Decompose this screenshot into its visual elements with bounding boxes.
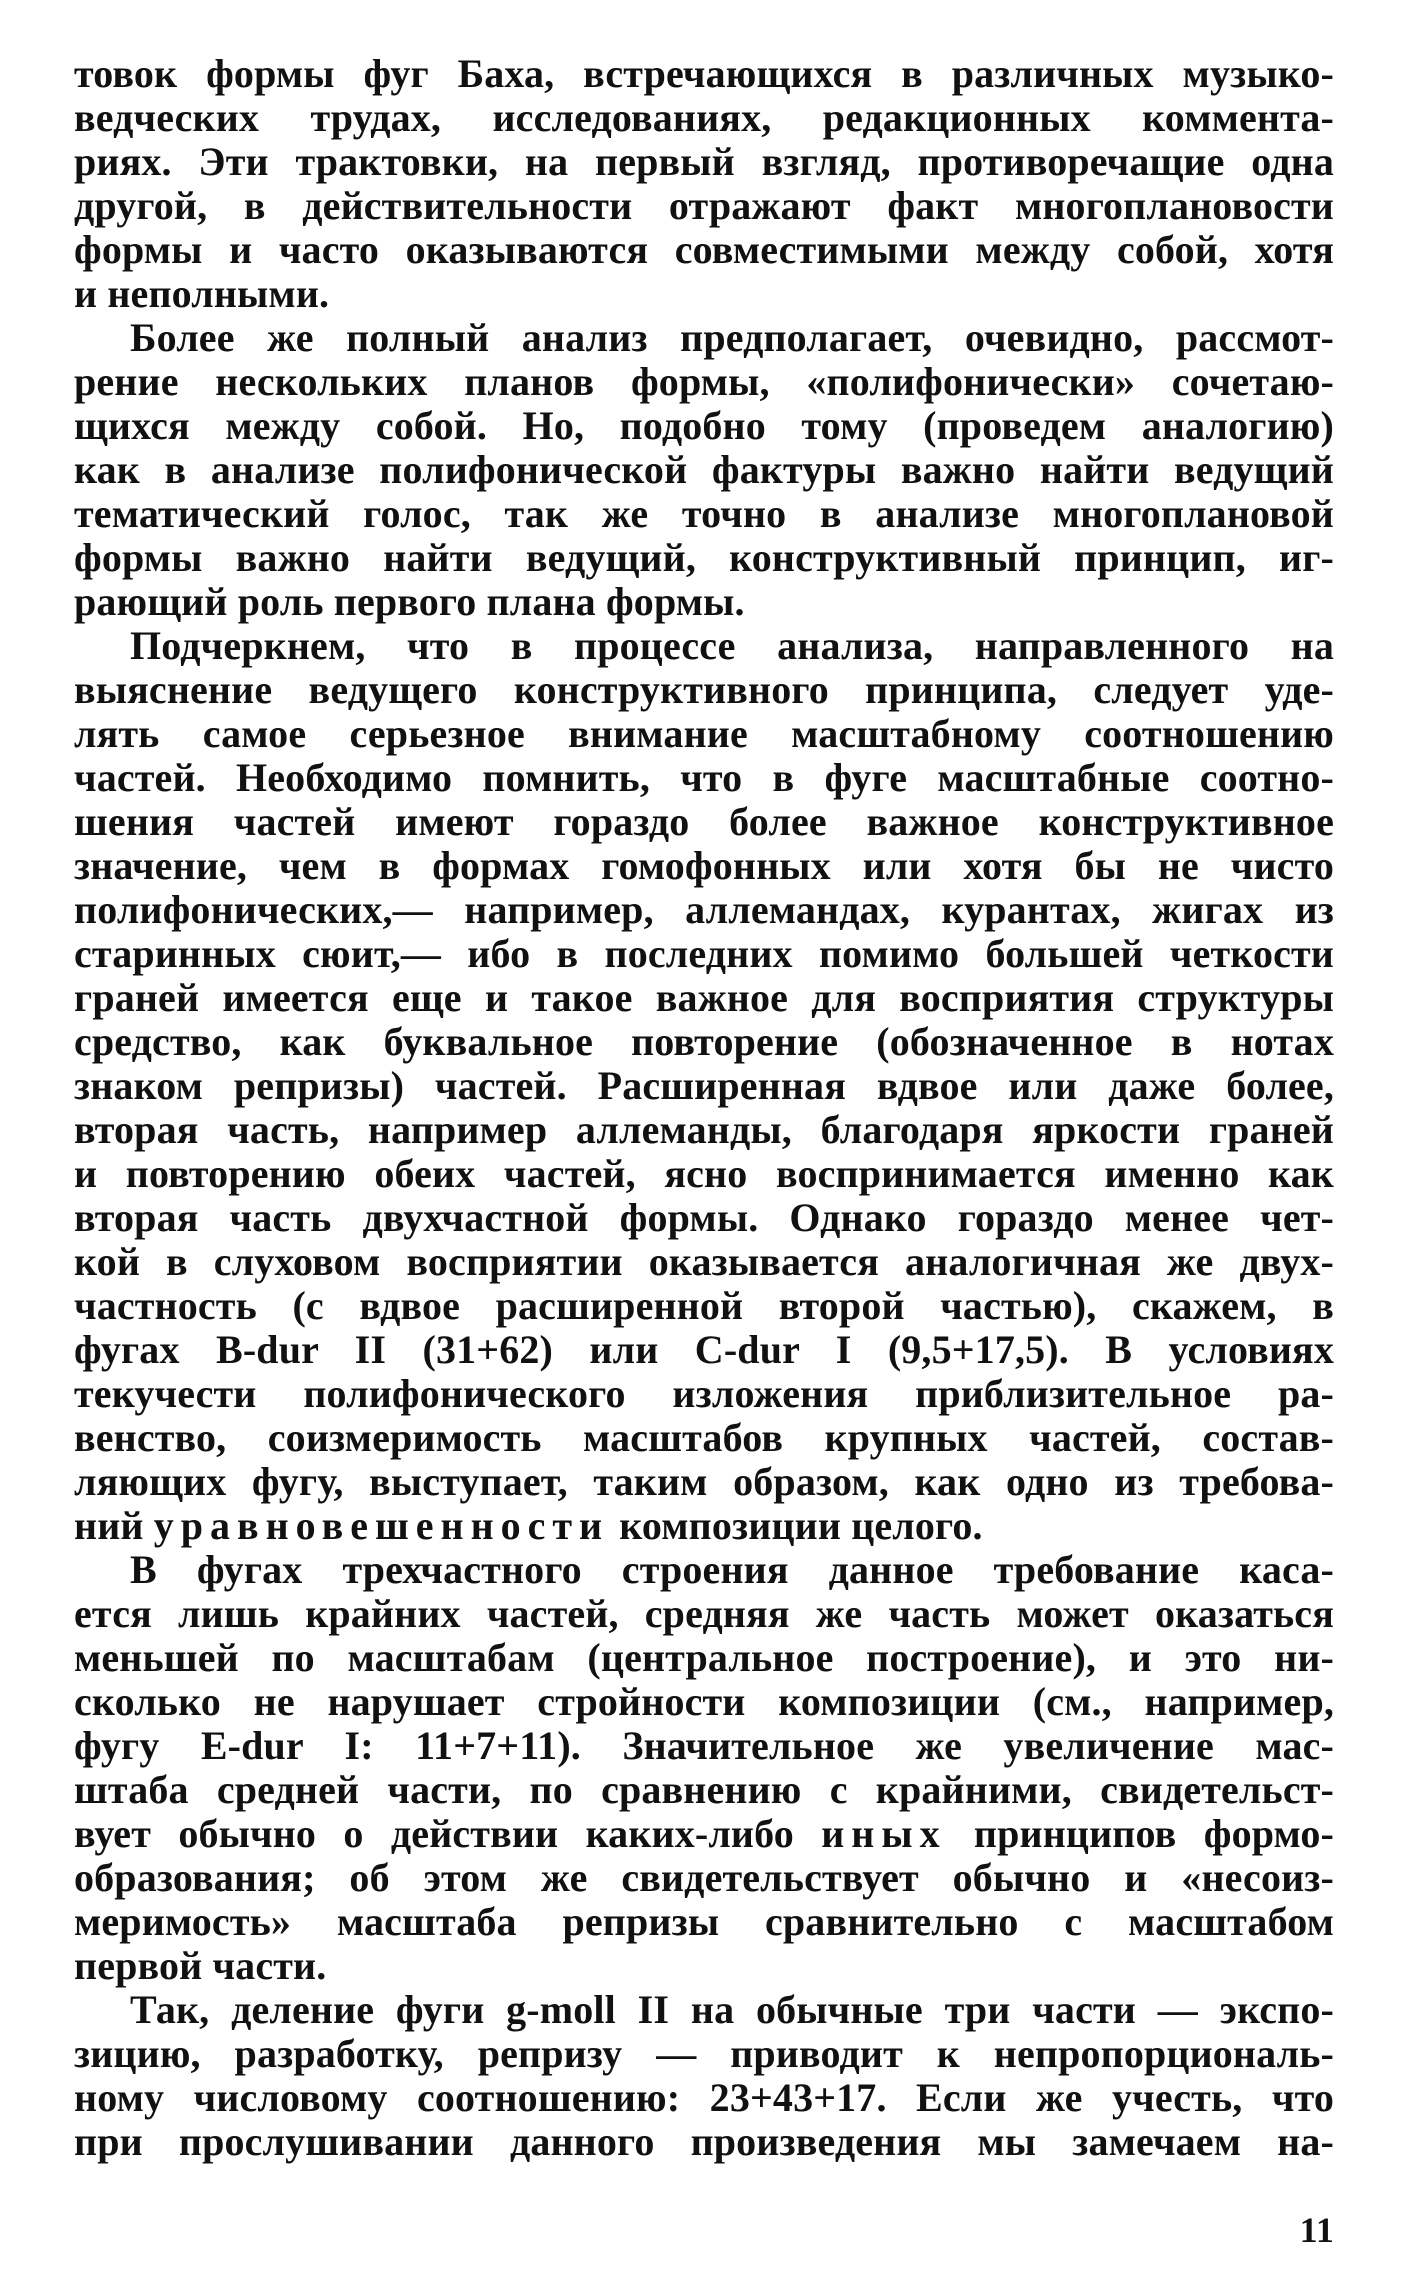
text-line: как в анализе полифонической фактуры важно найти ведущий (74, 448, 1334, 492)
text-line: и повторению обеих частей, ясно воспринимается именно как (74, 1152, 1334, 1196)
text-line: шения частей имеют гораздо более важное конструктивное (74, 800, 1334, 844)
text-line: граней имеется еще и такое важное для восприятия структуры (74, 976, 1334, 1020)
text-line: формы и часто оказываются совместимыми между собой, хотя (74, 228, 1334, 272)
text-line: Более же полный анализ предполагает, очевидно, рассмот- (130, 316, 1334, 360)
text-line: меримость» масштаба репризы сравнительно с масштабом (74, 1900, 1334, 1944)
text-line: текучести полифонического изложения приблизительное ра- (74, 1372, 1334, 1416)
text-line: формы важно найти ведущий, конструктивный принцип, иг- (74, 536, 1334, 580)
text-line: первой части. (74, 1944, 327, 1988)
text-line: старинных сюит,— ибо в последних помимо большей четкости (74, 932, 1334, 976)
text-line: и неполными. (74, 272, 330, 316)
text-line: выяснение ведущего конструктивного принципа, следует уде- (74, 668, 1334, 712)
text-line (74, 1504, 1334, 1548)
book-page (74, 52, 1334, 2252)
text-line: Подчеркнем, что в процессе анализа, направленного на (130, 624, 1334, 668)
text-fragment: ний (74, 1504, 154, 1548)
text-line: другой, в действительности отражают факт многоплановости (74, 184, 1334, 228)
spaced-emphasis: иных (821, 1812, 947, 1856)
text-fragment: композиции целого. (609, 1504, 983, 1548)
text-line: ляющих фугу, выступает, таким образом, как одно из требова- (74, 1460, 1334, 1504)
text-line: товок формы фуг Баха, встречающихся в различных музыко- (74, 52, 1334, 96)
text-line: фугу E-dur I: 11+7+11). Значительное же увеличение мас- (74, 1724, 1334, 1768)
text-line: кой в слуховом восприятии оказывается аналогичная же двух- (74, 1240, 1334, 1284)
text-line: венство, соизмеримость масштабов крупных частей, состав- (74, 1416, 1334, 1460)
paragraph-2 (74, 316, 1334, 624)
text-line: лять самое серьезное внимание масштабному соотношению (74, 712, 1334, 756)
paragraph-1 (74, 52, 1334, 316)
text-line: ведческих трудах, исследованиях, редакционных коммента- (74, 96, 1334, 140)
text-line (74, 1812, 1334, 1856)
text-line: при прослушивании данного произведения мы замечаем на- (74, 2120, 1334, 2164)
text-line: полифонических,— например, аллемандах, курантах, жигах из (74, 888, 1334, 932)
text-line: тематический голос, так же точно в анализе многоплановой (74, 492, 1334, 536)
text-line: сколько не нарушает стройности композиции (см., например, (74, 1680, 1334, 1724)
paragraph-4 (74, 1548, 1334, 1988)
text-line: фугах B-dur II (31+62) или C-dur I (9,5+17,5). В условиях (74, 1328, 1334, 1372)
paragraph-5 (74, 1988, 1334, 2164)
text-line: ному числовому соотношению: 23+43+17. Если же учесть, что (74, 2076, 1334, 2120)
text-line: риях. Эти трактовки, на первый взгляд, противоречащие одна (74, 140, 1334, 184)
text-line: знаком репризы) частей. Расширенная вдвое или даже более, (74, 1064, 1334, 1108)
text-line: В фугах трехчастного строения данное требование каса- (130, 1548, 1334, 1592)
text-line: вторая часть двухчастной формы. Однако гораздо менее чет- (74, 1196, 1334, 1240)
text-line: образования; об этом же свидетельствует обычно и «несоиз- (74, 1856, 1334, 1900)
text-line: щихся между собой. Но, подобно тому (проведем аналогию) (74, 404, 1334, 448)
text-line: частность (с вдвое расширенной второй частью), скажем, в (74, 1284, 1334, 1328)
paragraph-3 (74, 624, 1334, 1548)
page-number: 11 (1299, 2210, 1334, 2250)
text-fragment: принципов формо- (946, 1812, 1334, 1856)
text-line: зицию, разработку, репризу — приводит к непропорциональ- (74, 2032, 1334, 2076)
text-line: рение нескольких планов формы, «полифонически» сочетаю- (74, 360, 1334, 404)
text-fragment: вует обычно о действии каких-либо (74, 1812, 822, 1856)
text-line: рающий роль первого плана формы. (74, 580, 745, 624)
text-line: частей. Необходимо помнить, что в фуге масштабные соотно- (74, 756, 1334, 800)
spaced-emphasis: уравновешенности (153, 1504, 610, 1548)
text-line: меньшей по масштабам (центральное построение), и это ни- (74, 1636, 1334, 1680)
text-line: штаба средней части, по сравнению с крайними, свидетельст- (74, 1768, 1334, 1812)
text-line: вторая часть, например аллеманды, благодаря яркости граней (74, 1108, 1334, 1152)
text-line: средство, как буквальное повторение (обозначенное в нотах (74, 1020, 1334, 1064)
text-line: ется лишь крайних частей, средняя же часть может оказаться (74, 1592, 1334, 1636)
text-line: значение, чем в формах гомофонных или хотя бы не чисто (74, 844, 1334, 888)
text-line: Так, деление фуги g-moll II на обычные три части — экспо- (130, 1988, 1334, 2032)
